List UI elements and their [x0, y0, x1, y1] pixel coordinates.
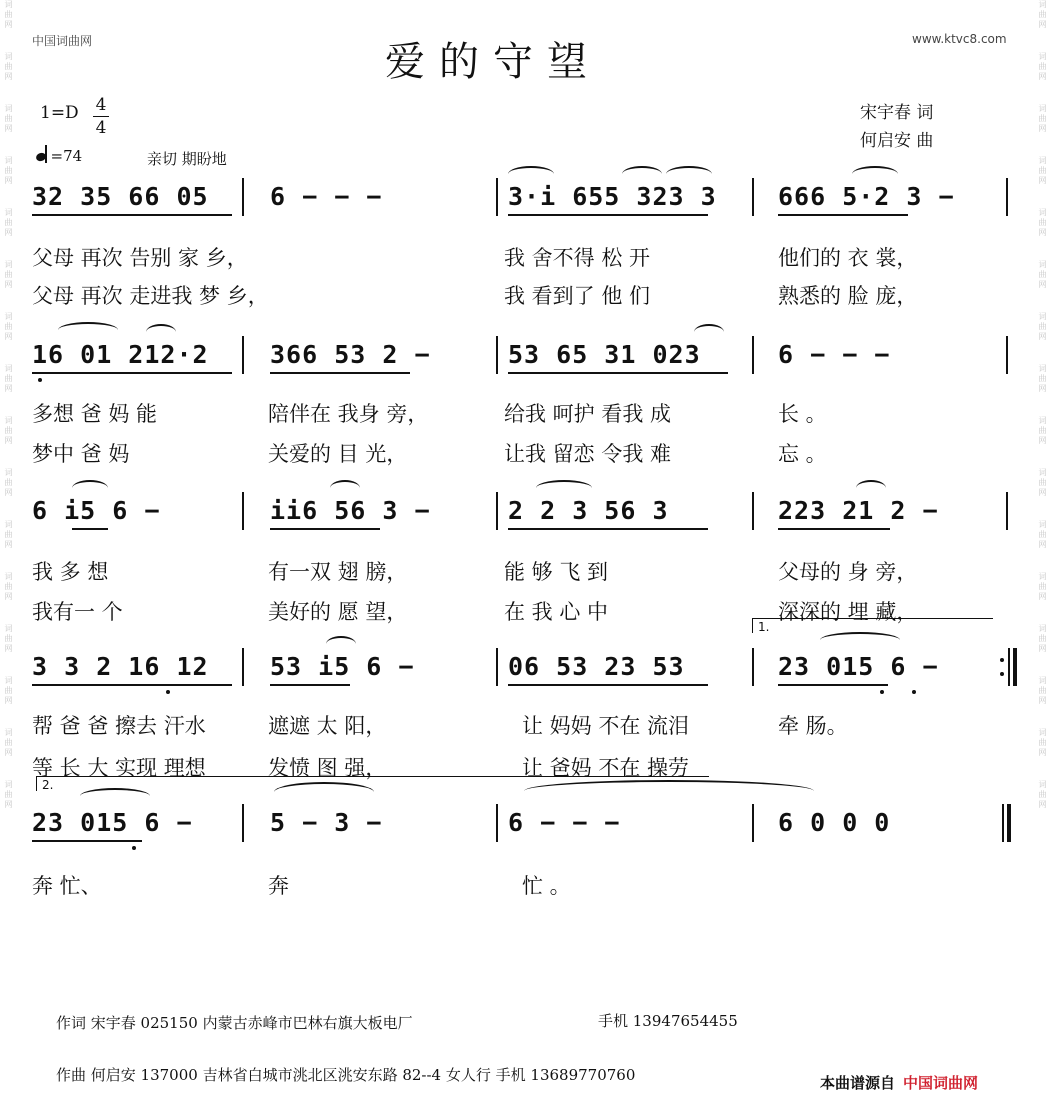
music-system-3 — [30, 492, 1010, 532]
barline — [1006, 336, 1008, 374]
lyric-segment: 我 看到了 他 们 — [504, 284, 651, 308]
watermark-text: 词曲网 — [1038, 676, 1047, 706]
measure: ii6 56 3 − — [270, 496, 431, 525]
slur — [72, 480, 108, 496]
underline-beam — [72, 528, 108, 530]
barline — [242, 648, 244, 686]
watermark-text: 词曲网 — [4, 0, 13, 30]
lyric-segment: 关爱的 目 光， — [268, 442, 408, 466]
underline-beam — [32, 214, 232, 216]
time-signature-bottom: 4 — [95, 118, 107, 138]
barline — [496, 492, 498, 530]
watermark-text: 词曲网 — [4, 52, 13, 82]
barline — [242, 336, 244, 374]
measure: 06 53 23 53 — [508, 652, 685, 681]
watermark-text: 词曲网 — [4, 520, 13, 550]
tempo-mark — [36, 145, 82, 165]
slur — [80, 788, 150, 804]
watermark-text: 词曲网 — [1038, 104, 1047, 134]
watermark-text: 词曲网 — [4, 624, 13, 654]
slur — [820, 632, 900, 648]
barline — [1006, 178, 1008, 216]
slur — [524, 780, 814, 802]
slur — [58, 322, 118, 338]
watermark-text: 词曲网 — [4, 312, 13, 342]
lyric-segment: 多想 爸 妈 能 — [32, 402, 158, 426]
watermark-text: 词曲网 — [1038, 416, 1047, 446]
barline — [496, 648, 498, 686]
lyric-segment: 忘 。 — [778, 442, 827, 466]
watermark-text: 词曲网 — [1038, 208, 1047, 238]
slur — [330, 480, 360, 496]
lyric-segment: 遮遮 太 阳， — [268, 714, 387, 738]
lyric-segment: 有一双 翅 膀， — [268, 560, 408, 584]
measure: 6 0 0 0 — [778, 808, 891, 837]
lyric-segment: 梦中 爸 妈 — [32, 442, 130, 466]
lyric-segment: 熟悉的 脸 庞， — [778, 284, 918, 308]
watermark-text: 词曲网 — [1038, 0, 1047, 30]
music-system-5 — [30, 804, 1010, 844]
music-system-1 — [30, 178, 1010, 218]
underline-beam — [32, 840, 142, 842]
underline-beam — [778, 684, 888, 686]
underline-beam — [508, 684, 708, 686]
measure: 6 i5 6 − — [32, 496, 161, 525]
watermark-text: 词曲网 — [1038, 572, 1047, 602]
watermark-text: 词曲网 — [1038, 156, 1047, 186]
barline — [752, 492, 754, 530]
underline-beam — [270, 528, 380, 530]
measure: 3 3 2 16 12 — [32, 652, 209, 681]
source-label: 本曲谱源自 — [820, 1074, 896, 1092]
watermark-text: 词曲网 — [1038, 520, 1047, 550]
low-octave-dot — [132, 846, 136, 850]
barline — [752, 804, 754, 842]
music-system-2 — [30, 336, 1010, 376]
lyric-segment: 陪伴在 我身 旁， — [268, 402, 429, 426]
measure: 32 35 66 05 — [32, 182, 209, 211]
tempo-value: =74 — [50, 147, 83, 165]
watermark-text: 词曲网 — [4, 104, 13, 134]
low-octave-dot — [166, 690, 170, 694]
measure: 6 − − − — [778, 340, 891, 369]
lyric-segment: 发愤 图 强， — [268, 756, 387, 780]
measure: 223 21 2 − — [778, 496, 939, 525]
watermark-text: 词曲网 — [1038, 624, 1047, 654]
measure: 16 01 212·2 — [32, 340, 209, 369]
slur — [622, 166, 662, 182]
source-credit — [820, 1072, 978, 1093]
music-system-4 — [30, 648, 1010, 688]
lyric-segment: 能 够 飞 到 — [504, 560, 609, 584]
volta-number: 1. — [758, 620, 770, 634]
slur — [274, 782, 374, 802]
lyric-segment: 美好的 愿 望， — [268, 600, 408, 624]
composer-credit: 何启安 曲 — [860, 131, 934, 151]
time-signature — [92, 94, 110, 139]
watermark-text: 词曲网 — [4, 156, 13, 186]
lyric-segment: 等 长 大 实现 理想 — [32, 756, 206, 780]
slur — [856, 480, 886, 496]
volta-number: 2. — [42, 778, 54, 792]
low-octave-dot — [880, 690, 884, 694]
measure: 6 − − − — [508, 808, 621, 837]
underline-beam — [270, 372, 410, 374]
key-signature: 1=D — [40, 103, 79, 123]
barline — [1008, 648, 1010, 686]
underline-beam — [270, 684, 350, 686]
slur — [694, 324, 724, 340]
lyric-segment: 让我 留恋 令我 难 — [504, 442, 672, 466]
measure: 53 65 31 023 — [508, 340, 701, 369]
measure: 23 015 6 − — [32, 808, 193, 837]
watermark-text: 词曲网 — [4, 780, 13, 810]
slur — [666, 166, 712, 182]
slur — [536, 480, 592, 496]
lyric-segment: 忙 。 — [522, 874, 571, 898]
watermark-text: 词曲网 — [1038, 312, 1047, 342]
lyric-segment: 父母 再次 走进我 梦 乡， — [32, 284, 269, 308]
slur — [326, 636, 356, 652]
underline-beam — [32, 684, 232, 686]
expression-mark: 亲切 期盼地 — [147, 150, 227, 168]
repeat-dot — [1000, 672, 1004, 676]
low-octave-dot — [912, 690, 916, 694]
measure: 366 53 2 − — [270, 340, 431, 369]
lyricist-credit: 宋宇春 词 — [860, 103, 934, 123]
barline — [752, 178, 754, 216]
barline — [242, 804, 244, 842]
low-octave-dot — [38, 378, 42, 382]
watermark-text: 词曲网 — [1038, 364, 1047, 394]
volta-bracket-1 — [752, 618, 993, 633]
barline — [242, 178, 244, 216]
slur — [508, 166, 554, 182]
left-watermark-strip — [0, 0, 16, 1120]
site-url: www.ktvc8.com — [912, 32, 1007, 46]
lyric-segment: 父母 再次 告别 家 乡， — [32, 246, 248, 270]
watermark-text: 词曲网 — [4, 728, 13, 758]
barline — [496, 804, 498, 842]
slur — [852, 166, 898, 182]
watermark-text: 词曲网 — [4, 364, 13, 394]
lyric-segment: 我有一 个 — [32, 600, 123, 624]
barline — [1002, 804, 1004, 842]
lyric-segment: 给我 呵护 看我 成 — [504, 402, 672, 426]
watermark-text: 词曲网 — [1038, 728, 1047, 758]
watermark-text: 词曲网 — [1038, 260, 1047, 290]
lyric-segment: 深深的 埋 藏， — [778, 600, 918, 624]
underline-beam — [32, 372, 232, 374]
site-name-left: 中国词曲网 — [32, 34, 93, 48]
slur — [146, 324, 176, 340]
repeat-dot — [1000, 658, 1004, 662]
barline — [1006, 492, 1008, 530]
song-title: 爱的守望 — [385, 39, 601, 85]
repeat-barline — [1013, 648, 1017, 686]
lyric-segment: 长 。 — [778, 402, 827, 426]
right-watermark-strip — [1034, 0, 1050, 1120]
lyricist-phone: 手机 13947654455 — [598, 1012, 738, 1030]
lyric-segment: 让 妈妈 不在 流泪 — [522, 714, 690, 738]
underline-beam — [508, 214, 708, 216]
barline — [752, 648, 754, 686]
measure: 53 i5 6 − — [270, 652, 415, 681]
measure: 23 015 6 − — [778, 652, 939, 681]
measure: 666 5·2 3 − — [778, 182, 955, 211]
watermark-text: 词曲网 — [4, 260, 13, 290]
lyric-segment: 在 我 心 中 — [504, 600, 609, 624]
lyric-segment: 我 多 想 — [32, 560, 109, 584]
lyric-segment: 奔 忙、 — [32, 874, 102, 898]
lyric-segment: 他们的 衣 裳， — [778, 246, 918, 270]
watermark-text: 词曲网 — [4, 572, 13, 602]
lyric-segment: 帮 爸 爸 擦去 汗水 — [32, 714, 206, 738]
barline — [496, 336, 498, 374]
underline-beam — [508, 528, 708, 530]
measure: 3·i 655 323 3 — [508, 182, 717, 211]
watermark-text: 词曲网 — [4, 468, 13, 498]
underline-beam — [778, 214, 908, 216]
final-barline — [1007, 804, 1011, 842]
lyric-segment: 牵 肠。 — [778, 714, 848, 738]
barline — [496, 178, 498, 216]
measure: 6 − − − — [270, 182, 383, 211]
composer-contact: 作曲 何启安 137000 吉林省白城市洮北区洮安东路 82--4 女人行 手机 13689770760 — [56, 1066, 636, 1084]
measure: 2 2 3 56 3 — [508, 496, 669, 525]
lyric-segment: 我 舍不得 松 开 — [504, 246, 651, 270]
lyricist-contact: 作词 宋宇春 025150 内蒙古赤峰市巴林右旗大板电厂 — [56, 1014, 413, 1032]
watermark-text: 词曲网 — [1038, 52, 1047, 82]
lyric-segment: 父母的 身 旁， — [778, 560, 918, 584]
measure: 5 − 3 − — [270, 808, 383, 837]
lyric-segment: 奔 — [268, 874, 289, 898]
barline — [752, 336, 754, 374]
barline — [242, 492, 244, 530]
watermark-text: 词曲网 — [4, 676, 13, 706]
watermark-text: 词曲网 — [1038, 468, 1047, 498]
watermark-text: 词曲网 — [4, 416, 13, 446]
watermark-text: 词曲网 — [1038, 780, 1047, 810]
time-signature-top: 4 — [95, 95, 107, 115]
source-brand-link[interactable]: 中国词曲网 — [903, 1074, 979, 1092]
watermark-text: 词曲网 — [4, 208, 13, 238]
underline-beam — [508, 372, 728, 374]
underline-beam — [778, 528, 890, 530]
lyric-segment: 让 爸妈 不在 操劳 — [522, 756, 690, 780]
